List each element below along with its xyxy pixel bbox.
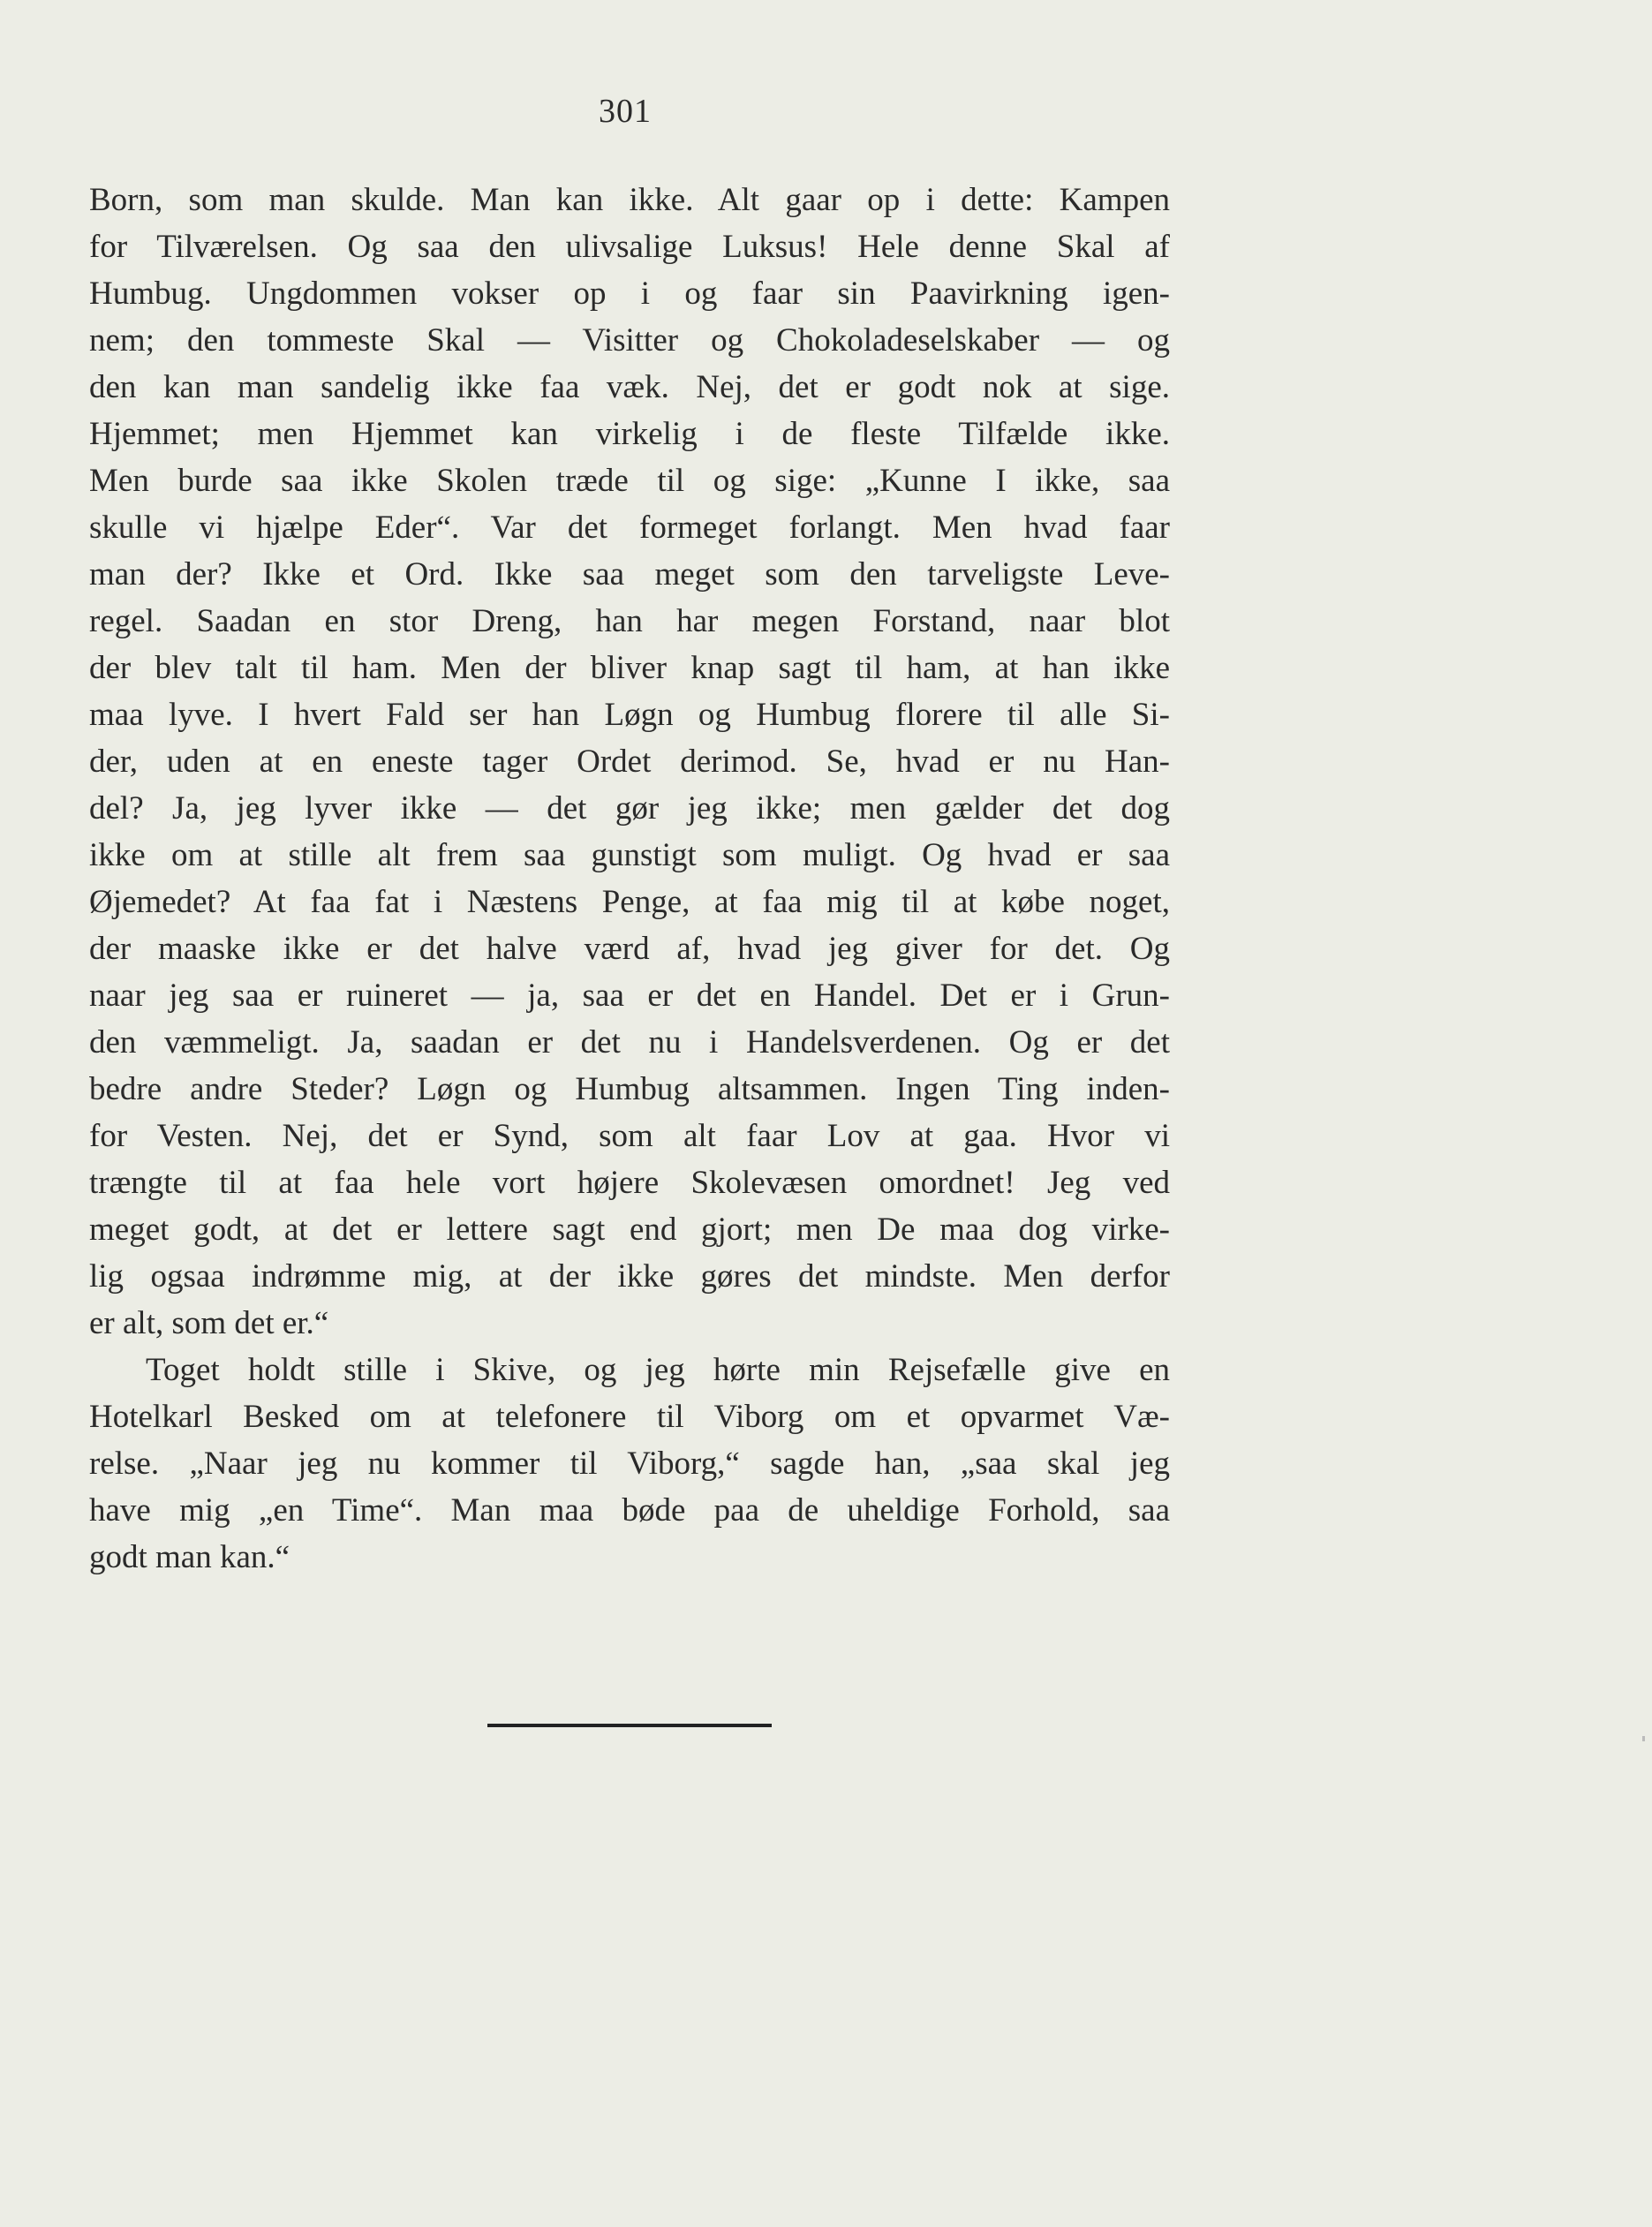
- text-line: for Tilværelsen. Og saa den ulivsalige Luksus! Hele denne Skal af: [89, 229, 1170, 265]
- text-line: man der? Ikke et Ord. Ikke saa meget som den tarveligste Leve-: [89, 556, 1170, 593]
- text-line: bedre andre Steder? Løgn og Humbug altsammen. Ingen Ting inden-: [89, 1071, 1170, 1107]
- text-line: ikke om at stille alt frem saa gunstigt som muligt. Og hvad er saa: [89, 837, 1170, 873]
- text-line: Hotelkarl Besked om at telefonere til Viborg om et opvarmet Væ-: [89, 1399, 1170, 1435]
- text-line: Toget holdt stille i Skive, og jeg hørte min Rejsefælle give en: [146, 1352, 1170, 1388]
- text-line: skulle vi hjælpe Eder“. Var det formeget forlangt. Men hvad faar: [89, 510, 1170, 546]
- paragraph: [89, 1347, 1170, 1581]
- text-line: Men burde saa ikke Skolen træde til og sige: „Kunne I ikke, saa: [89, 463, 1170, 499]
- text-line: Hjemmet; men Hjemmet kan virkelig i de fleste Tilfælde ikke.: [89, 416, 1170, 452]
- text-line: maa lyve. I hvert Fald ser han Løgn og Humbug florere til alle Si-: [89, 697, 1170, 733]
- text-line: trængte til at faa hele vort højere Skolevæsen omordnet! Jeg ved: [89, 1165, 1170, 1201]
- text-line: naar jeg saa er ruineret — ja, saa er det en Handel. Det er i Grun-: [89, 978, 1170, 1014]
- text-line: Humbug. Ungdommen vokser op i og faar sin Paavirkning igen-: [89, 276, 1170, 312]
- text-line: lig ogsaa indrømme mig, at der ikke gøres det mindste. Men derfor: [89, 1258, 1170, 1295]
- text-line: have mig „en Time“. Man maa bøde paa de uheldige Forhold, saa: [89, 1492, 1170, 1529]
- text-line: del? Ja, jeg lyver ikke — det gør jeg ikke; men gælder det dog: [89, 790, 1170, 827]
- text-line: er alt, som det er.“: [89, 1305, 329, 1341]
- text-line: der blev talt til ham. Men der bliver knap sagt til ham, at han ikke: [89, 650, 1170, 686]
- text-line: meget godt, at det er lettere sagt end gjort; men De maa dog virke-: [89, 1212, 1170, 1248]
- paragraph: [89, 177, 1170, 1347]
- text-line: relse. „Naar jeg nu kommer til Viborg,“ sagde han, „saa skal jeg: [89, 1446, 1170, 1482]
- text-line: den væmmeligt. Ja, saadan er det nu i Handelsverdenen. Og er det: [89, 1024, 1170, 1061]
- text-line: nem; den tommeste Skal — Visitter og Chokoladeselskaber — og: [89, 322, 1170, 359]
- page-number: 301: [599, 93, 652, 130]
- text-line: den kan man sandelig ikke faa væk. Nej, det er godt nok at sige.: [89, 369, 1170, 405]
- text-line: regel. Saadan en stor Dreng, han har megen Forstand, naar blot: [89, 603, 1170, 639]
- text-line: der, uden at en eneste tager Ordet derimod. Se, hvad er nu Han-: [89, 744, 1170, 780]
- scan-edge-mark: [1642, 1736, 1645, 1741]
- text-line: godt man kan.“: [89, 1539, 290, 1575]
- section-end-rule: [487, 1724, 772, 1727]
- text-line: Øjemedet? At faa fat i Næstens Penge, at faa mig til at købe noget,: [89, 884, 1170, 920]
- text-line: Born, som man skulde. Man kan ikke. Alt gaar op i dette: Kampen: [89, 182, 1170, 218]
- body-text: [89, 177, 1170, 1581]
- text-line: for Vesten. Nej, det er Synd, som alt faar Lov at gaa. Hvor vi: [89, 1118, 1170, 1154]
- text-line: der maaske ikke er det halve værd af, hvad jeg giver for det. Og: [89, 931, 1170, 967]
